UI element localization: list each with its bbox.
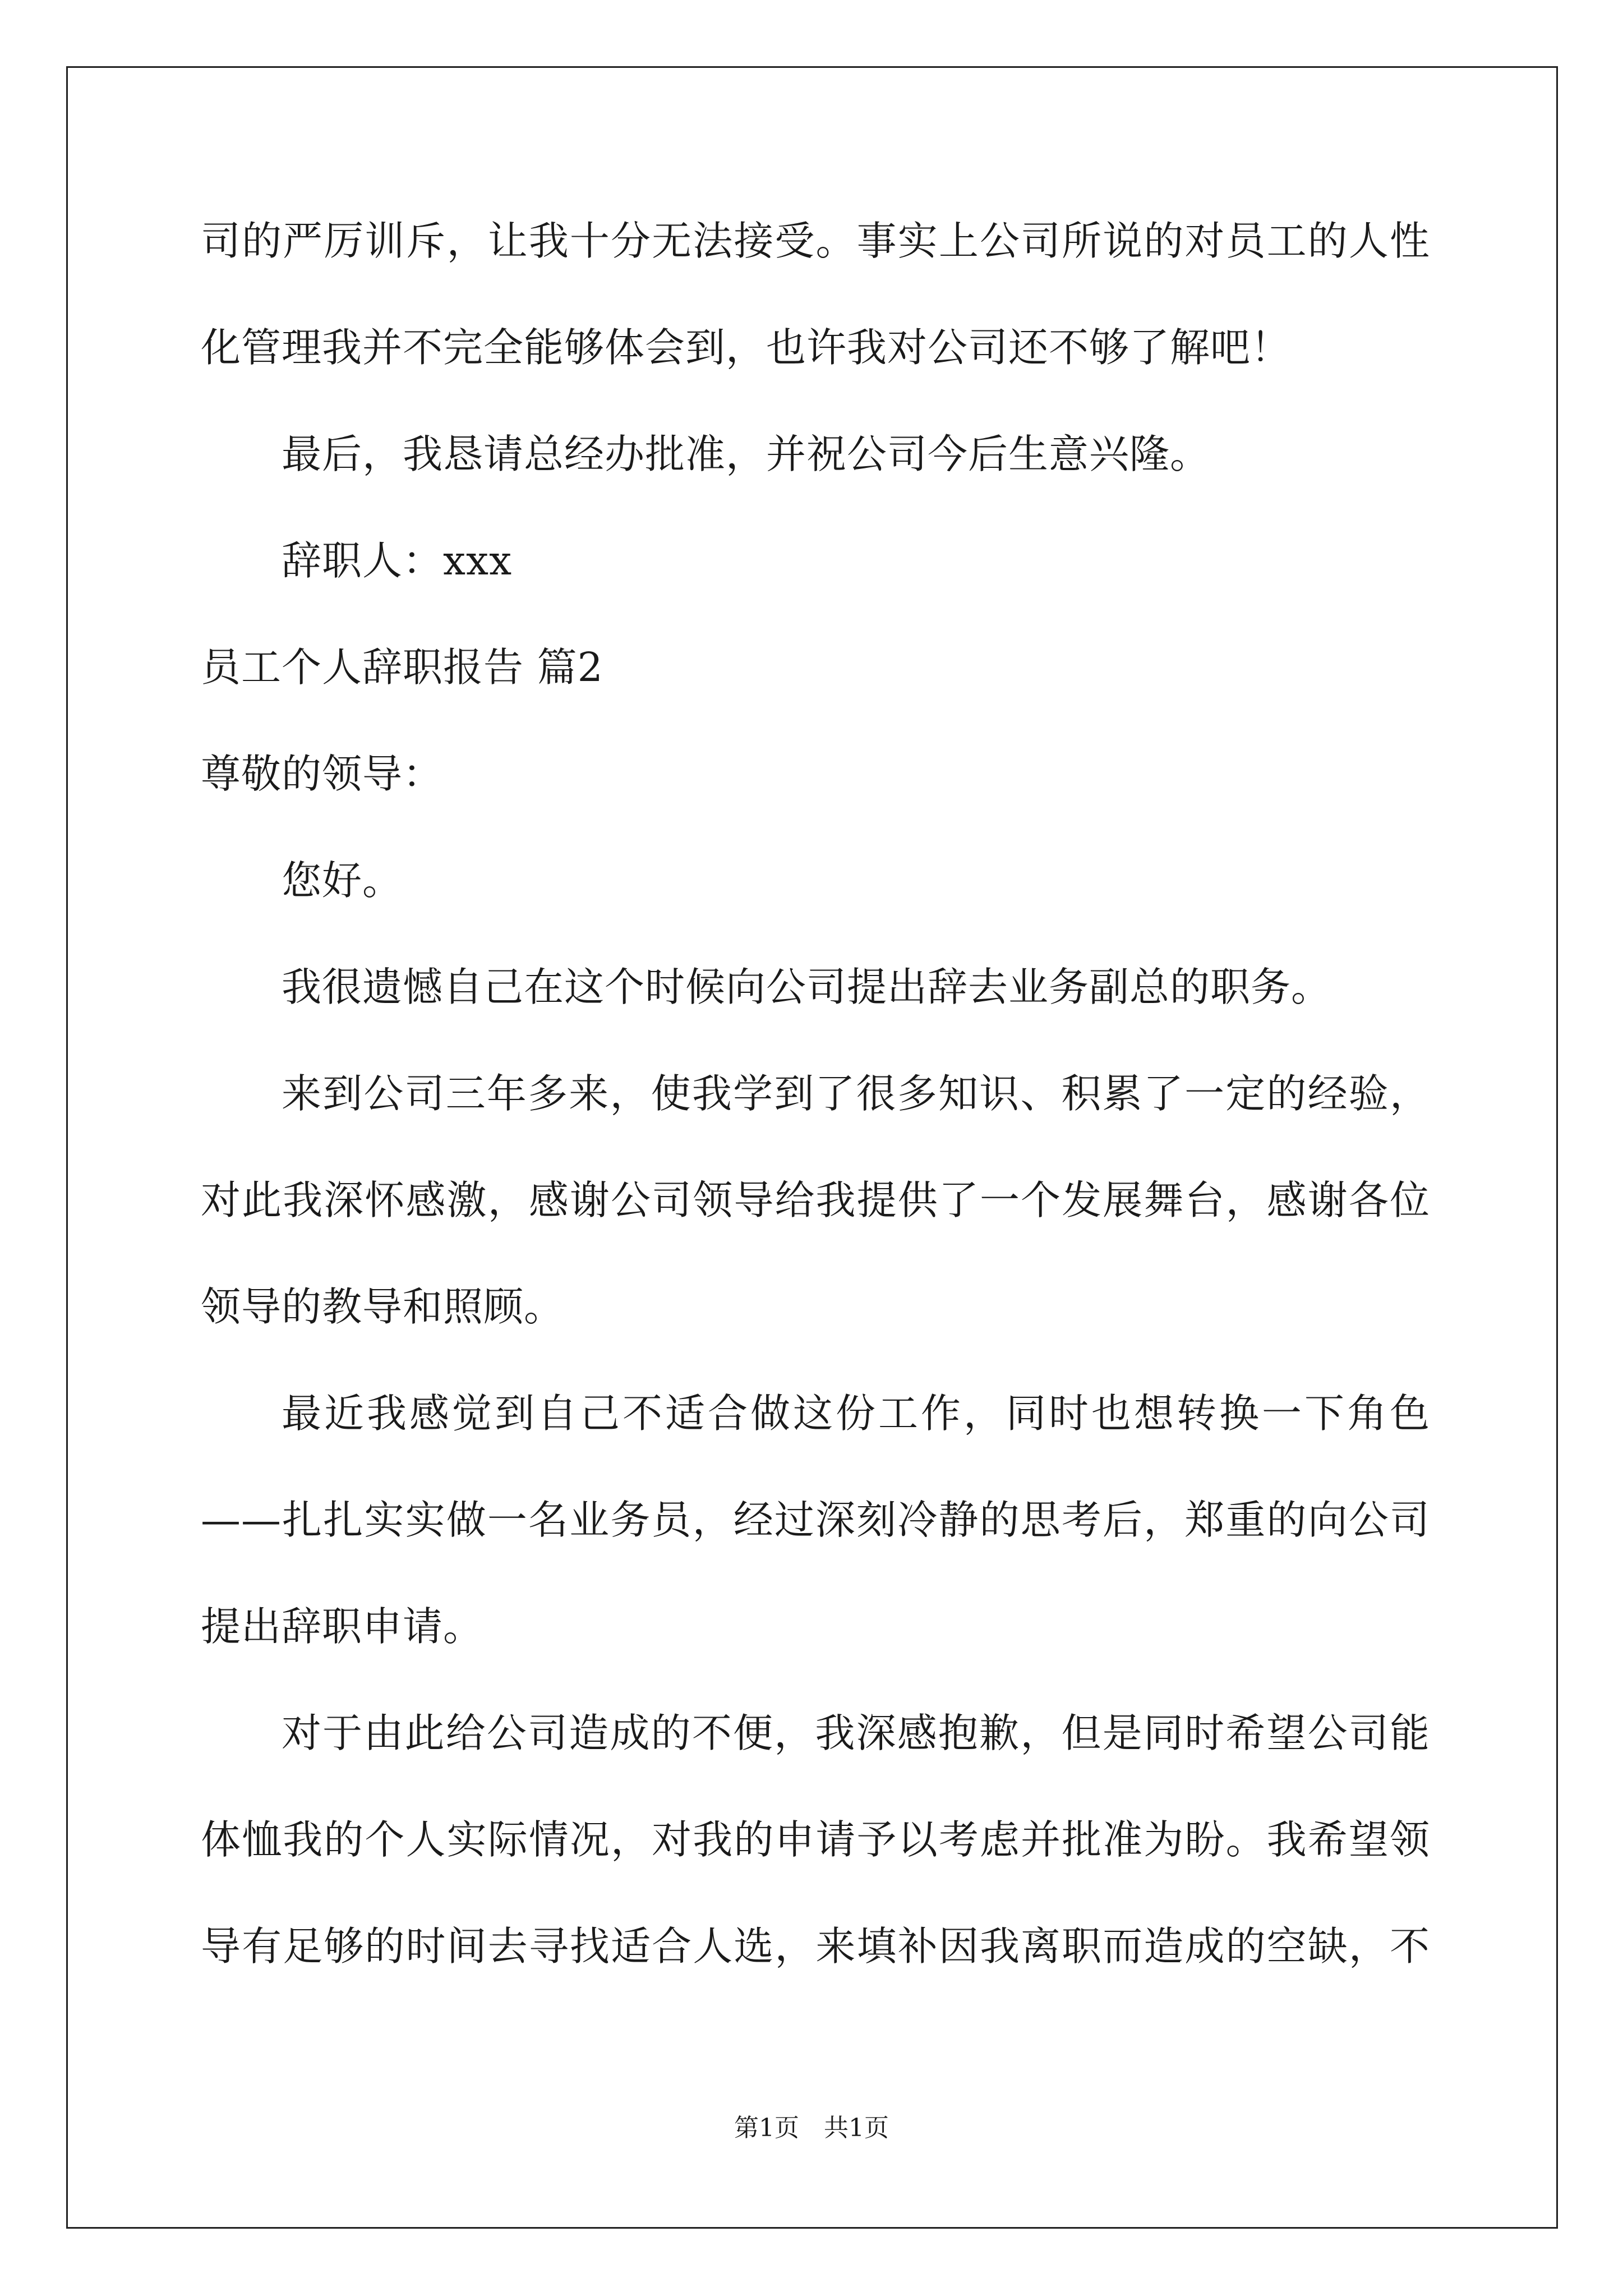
paragraph-line: 领导的教导和照顾。 [201, 1283, 565, 1330]
paragraph-line: 提出辞职申请。 [201, 1603, 484, 1650]
paragraph-line: 最后，我恳请总经办批准，并祝公司今后生意兴隆。 [282, 431, 1211, 477]
paragraph-line: 最近我感觉到自己不适合做这份工作，同时也想转换一下角色 [282, 1390, 1430, 1437]
greeting: 您好。 [282, 857, 403, 904]
paragraph-line: 司的严厉训斥，让我十分无法接受。事实上公司所说的对员工的人性 [201, 218, 1430, 264]
salutation: 尊敬的领导： [201, 751, 444, 797]
page-border [66, 66, 1558, 2229]
page-number: 第1页 共1页 [734, 2114, 889, 2142]
paragraph-line: ——扎扎实实做一名业务员，经过深刻冷静的思考后，郑重的向公司 [201, 1497, 1430, 1543]
signature-line: 辞职人：xxx [282, 537, 513, 584]
section-heading: 员工个人辞职报告 篇2 [201, 644, 603, 691]
paragraph-line: 化管理我并不完全能够体会到，也许我对公司还不够了解吧！ [201, 324, 1292, 371]
paragraph-line: 导有足够的时间去寻找适合人选，来填补因我离职而造成的空缺，不 [201, 1923, 1430, 1970]
paragraph-line: 对此我深怀感激，感谢公司领导给我提供了一个发展舞台，感谢各位 [201, 1177, 1430, 1223]
paragraph-line: 体恤我的个人实际情况，对我的申请予以考虑并批准为盼。我希望领 [201, 1816, 1430, 1863]
paragraph-line: 对于由此给公司造成的不便，我深感抱歉，但是同时希望公司能 [282, 1710, 1430, 1756]
paragraph-line: 我很遗憾自己在这个时候向公司提出辞去业务副总的职务。 [282, 964, 1332, 1010]
paragraph-line: 来到公司三年多来，使我学到了很多知识、积累了一定的经验， [282, 1070, 1430, 1117]
